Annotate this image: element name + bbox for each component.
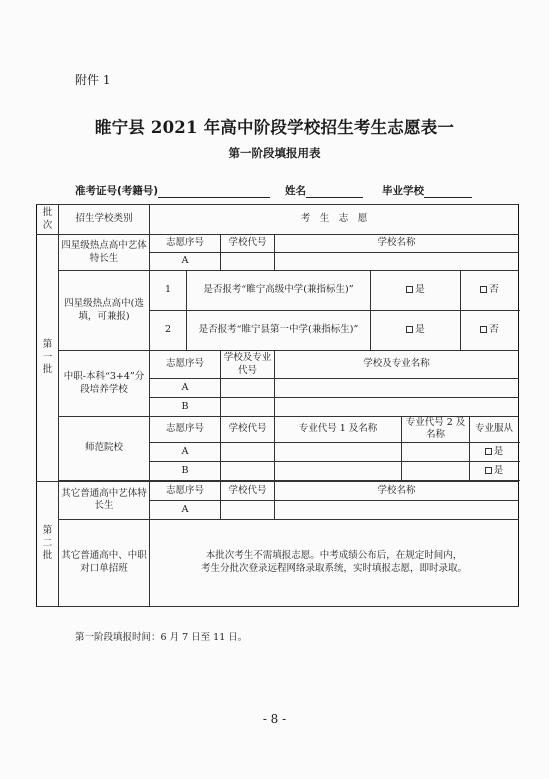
school-field[interactable] — [382, 183, 472, 198]
application-form-table — [36, 204, 519, 607]
b1-voc-col-name: 学校及专业名称 — [275, 351, 519, 379]
b1-art-row-a-label: A — [150, 253, 221, 271]
b1-normal-row-b-major2[interactable] — [402, 461, 470, 480]
b1-normal-row-b-obey[interactable]: 是 — [470, 461, 519, 480]
b1-normal-row-b-code[interactable] — [221, 461, 275, 480]
b2-art-row-a-code[interactable] — [221, 500, 275, 519]
b1-art-col-name: 学校名称 — [275, 235, 519, 253]
b1-voc-row-a-label: A — [150, 379, 221, 398]
b1-normal-row-b-major1[interactable] — [275, 461, 402, 480]
b2-art-category: 其它普通高中艺体特长生 — [59, 481, 150, 519]
b1-art-header-row — [37, 235, 519, 253]
b1-voc-col-seq: 志愿序号 — [150, 351, 221, 379]
batch1-label: 第 一 批 — [37, 235, 59, 482]
b1-select-row1-no-opt[interactable]: 否 — [461, 271, 519, 311]
b1-art-col-code: 学校代号 — [221, 235, 275, 253]
exam-id-field[interactable] — [75, 183, 270, 198]
category-header: 招生学校类别 — [59, 205, 150, 235]
b1-normal-col-code: 学校代号 — [221, 417, 275, 443]
batch-header: 批 次 — [37, 205, 59, 235]
b1-normal-row-b-label: B — [150, 461, 221, 480]
b1-normal-header-row — [37, 417, 519, 443]
page-subtitle: 第一阶段填报用表 — [228, 146, 321, 160]
b1-voc-row-a-code[interactable] — [221, 379, 275, 398]
b1-art-col-seq: 志愿序号 — [150, 235, 221, 253]
school-blank[interactable] — [424, 187, 472, 198]
b1-voc-row-a-name[interactable] — [275, 379, 519, 398]
checkbox-icon[interactable] — [406, 326, 413, 333]
b2-art-col-code: 学校代号 — [221, 481, 275, 500]
b1-art-row-a-name[interactable] — [275, 253, 519, 271]
b1-art-row-a-code[interactable] — [221, 253, 275, 271]
batch2-label: 第 二 批 — [37, 481, 59, 606]
checkbox-icon[interactable] — [406, 286, 413, 293]
b1-select-row2-no: 2 — [150, 311, 187, 351]
footer-note: 第一阶段填报时间：6 月 7 日至 11 日。 — [75, 632, 248, 643]
attachment-label: 附件 1 — [75, 73, 111, 87]
page-title: 睢宁县 2021 年高中阶段学校招生考生志愿表一 — [94, 118, 455, 137]
name-blank[interactable] — [306, 187, 363, 198]
b1-voc-row-b-name[interactable] — [275, 398, 519, 417]
b2-other-category: 其它普通高中、中职对口单招班 — [59, 519, 150, 606]
b2-other-note — [150, 519, 519, 606]
checkbox-icon[interactable] — [485, 448, 492, 455]
b1-normal-col-major2: 专业代号 2 及名称 — [402, 417, 470, 443]
b1-select-category: 四星级热点高中(选填，可兼报) — [59, 271, 150, 351]
b2-art-row-a-name[interactable] — [275, 500, 519, 519]
exam-id-label: 准考证号(考籍号) — [75, 185, 159, 197]
exam-id-blank[interactable] — [158, 187, 270, 198]
b1-voc-category: 中职-本科“3+4”分段培养学校 — [59, 351, 150, 417]
table-row — [37, 271, 519, 311]
b1-voc-row-b-label: B — [150, 398, 221, 417]
school-label: 毕业学校 — [382, 185, 424, 197]
b1-select-row2-no-opt[interactable]: 否 — [461, 311, 519, 351]
b1-select-row1-text: 是否报考“睢宁高级中学(兼指标生)” — [187, 271, 371, 311]
name-field[interactable] — [285, 183, 363, 198]
checkbox-icon[interactable] — [485, 467, 492, 474]
b1-normal-row-a-major2[interactable] — [402, 442, 470, 461]
checkbox-icon[interactable] — [480, 286, 487, 293]
b2-art-header-row — [37, 481, 519, 500]
b1-select-row1-yes[interactable]: 是 — [371, 271, 461, 311]
b1-voc-row-b-code[interactable] — [221, 398, 275, 417]
wishes-header: 考 生 志 愿 — [150, 205, 519, 235]
b1-normal-row-a-obey[interactable]: 是 — [470, 442, 519, 461]
b1-normal-col-obey: 专业服从 — [470, 417, 519, 443]
b1-normal-col-seq: 志愿序号 — [150, 417, 221, 443]
b1-select-row2-yes[interactable]: 是 — [371, 311, 461, 351]
b1-normal-row-a-code[interactable] — [221, 442, 275, 461]
b2-note-line2: 考生分批次登录远程网络录取系统，实时填报志愿，即时录取。 — [201, 562, 468, 574]
b2-other-row — [37, 519, 519, 606]
b2-art-col-name: 学校名称 — [275, 481, 519, 500]
b1-voc-header-row — [37, 351, 519, 379]
page-number: - 8 - — [262, 712, 287, 726]
b1-normal-col-major1: 专业代号 1 及名称 — [275, 417, 402, 443]
b1-select-row1-no: 1 — [150, 271, 187, 311]
b1-voc-col-code: 学校及专业代号 — [221, 351, 275, 379]
name-label: 姓名 — [285, 185, 306, 197]
b1-art-category: 四星级热点高中艺体特长生 — [59, 235, 150, 271]
b1-select-row2-text: 是否报考“睢宁县第一中学(兼指标生)” — [187, 311, 371, 351]
checkbox-icon[interactable] — [480, 326, 487, 333]
b2-note-line1: 本批次考生不需填报志愿。中考成绩公布后，在规定时间内， — [205, 550, 463, 562]
b2-art-row-a-label: A — [150, 500, 221, 519]
b2-art-col-seq: 志愿序号 — [150, 481, 221, 500]
table-header-row — [37, 205, 519, 235]
b1-normal-row-a-major1[interactable] — [275, 442, 402, 461]
b1-normal-row-a-label: A — [150, 442, 221, 461]
b1-normal-category: 师范院校 — [59, 417, 150, 481]
